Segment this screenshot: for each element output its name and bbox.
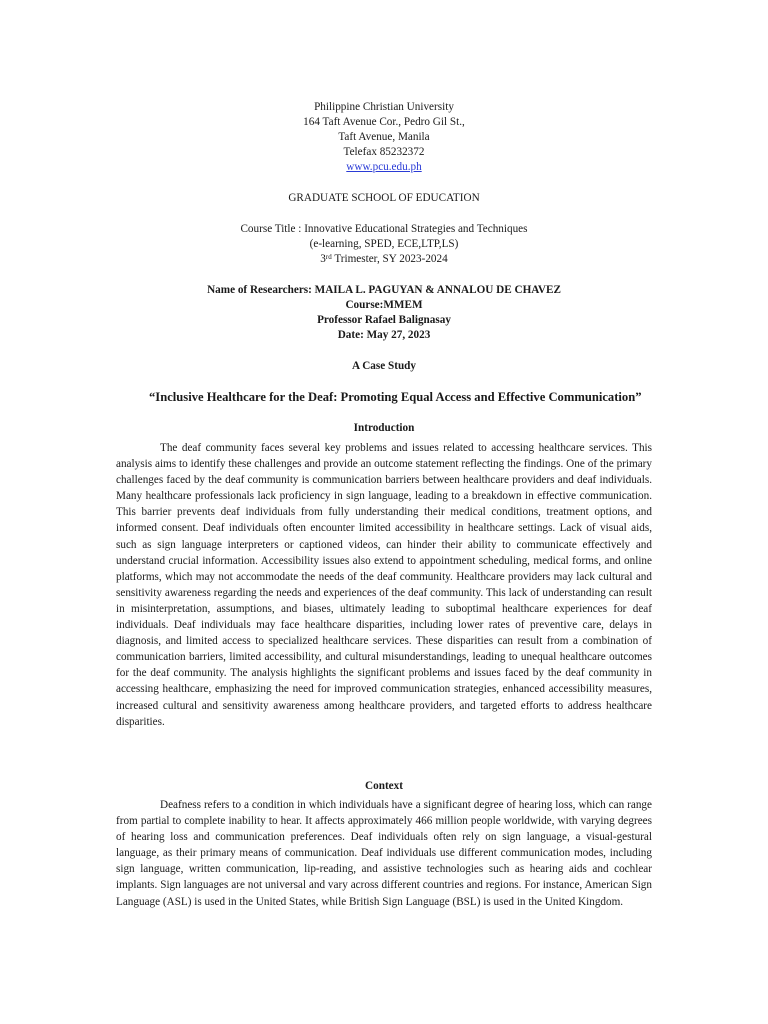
doc-type: A Case Study — [351, 360, 417, 372]
introduction-heading: Introduction — [353, 422, 415, 434]
introduction-paragraph: The deaf community faces several key problems and issues related to accessing healthcare services. This analysis aims to identify these challenges and provide an outcome statement reflecting the findings. One of the primary challenges faced by the deaf community is communication barriers between healthcare providers and deaf individuals. Many healthcare professionals lack proficiency in sign language, leading to a breakdown in effective communication. This barrier prevents deaf individuals from fully understanding their medical conditions, treatment options, and informed consent. Deaf individuals often encounter limited accessibility in healthcare settings. Lack of visual aids, such as sign language interpreters or captioned videos, can hinder their ability to communicate effectively and understand crucial information. Accessibility issues also extend to appointment scheduling, medical forms, and online platforms, which may not accommodate the needs of the deaf community. Healthcare providers may lack cultural and sensitivity awareness regarding the needs and experiences of the deaf community. This lack of understanding can result in misinterpretation, assumptions, and biases, ultimately leading to suboptimal healthcare experiences for deaf individuals. Deaf individuals may face healthcare disparities, including lower rates of preventive care, delays in diagnosis, and limited access to specialized healthcare services. These disparities can result from a combination of communication barriers, limited accessibility, and cultural misunderstandings, leading to unequal healthcare outcomes for the deaf community. The analysis highlights the significant problems and issues faced by the deaf community in accessing healthcare, emphasizing the need for improved communication strategies, enhanced accessibility measures, increased cultural and sensitivity awareness among healthcare providers, and targeted efforts to address healthcare disparities. — [116, 442, 652, 728]
researchers-names: Name of Researchers: MAILA L. PAGUYAN & ANNALOU DE CHAVEZ — [207, 284, 561, 296]
telefax: Telefax 85232372 — [343, 146, 425, 158]
course-title: Course Title : Innovative Educational Strategies and Techniques — [240, 223, 528, 235]
context-paragraph: Deafness refers to a condition in which individuals have a significant degree of hearing loss, which can range from partial to complete inability to hear. It affects approximately 466 million people worldwide, with varying degrees of hearing loss and communication preferences. Deaf individuals often rely on sign language, a visual-gestural language, as their primary means of communication. Deaf individuals use different communication modes, including sign language, written communication, lip-reading, and assistive technologies such as hearing aids and cochlear implants. Sign languages are not universal and vary across different countries and regions. For instance, American Sign Language (ASL) is used in the United States, while British Sign Language (BSL) is used in the United Kingdom. — [116, 799, 652, 908]
document-header — [0, 100, 768, 436]
university-name: Philippine Christian University — [314, 101, 454, 113]
case-study-title: “Inclusive Healthcare for the Deaf: Promoting Equal Access and Effective Communication” — [149, 390, 642, 404]
website-link[interactable]: www.pcu.edu.ph — [346, 161, 422, 173]
report-date: Date: May 27, 2023 — [337, 329, 431, 341]
researchers-course: Course:MMEM — [345, 299, 423, 311]
address-line-2: Taft Avenue, Manila — [338, 131, 430, 143]
trimester: 3rd Trimester, SY 2023-2024 — [320, 252, 448, 265]
school-name: GRADUATE SCHOOL OF EDUCATION — [288, 192, 480, 204]
course-subtitle: (e-learning, SPED, ECE,LTP,LS) — [309, 238, 459, 250]
address-line-1: 164 Taft Avenue Cor., Pedro Gil St., — [303, 116, 465, 128]
context-heading: Context — [365, 780, 403, 792]
professor: Professor Rafael Balignasay — [317, 314, 451, 326]
